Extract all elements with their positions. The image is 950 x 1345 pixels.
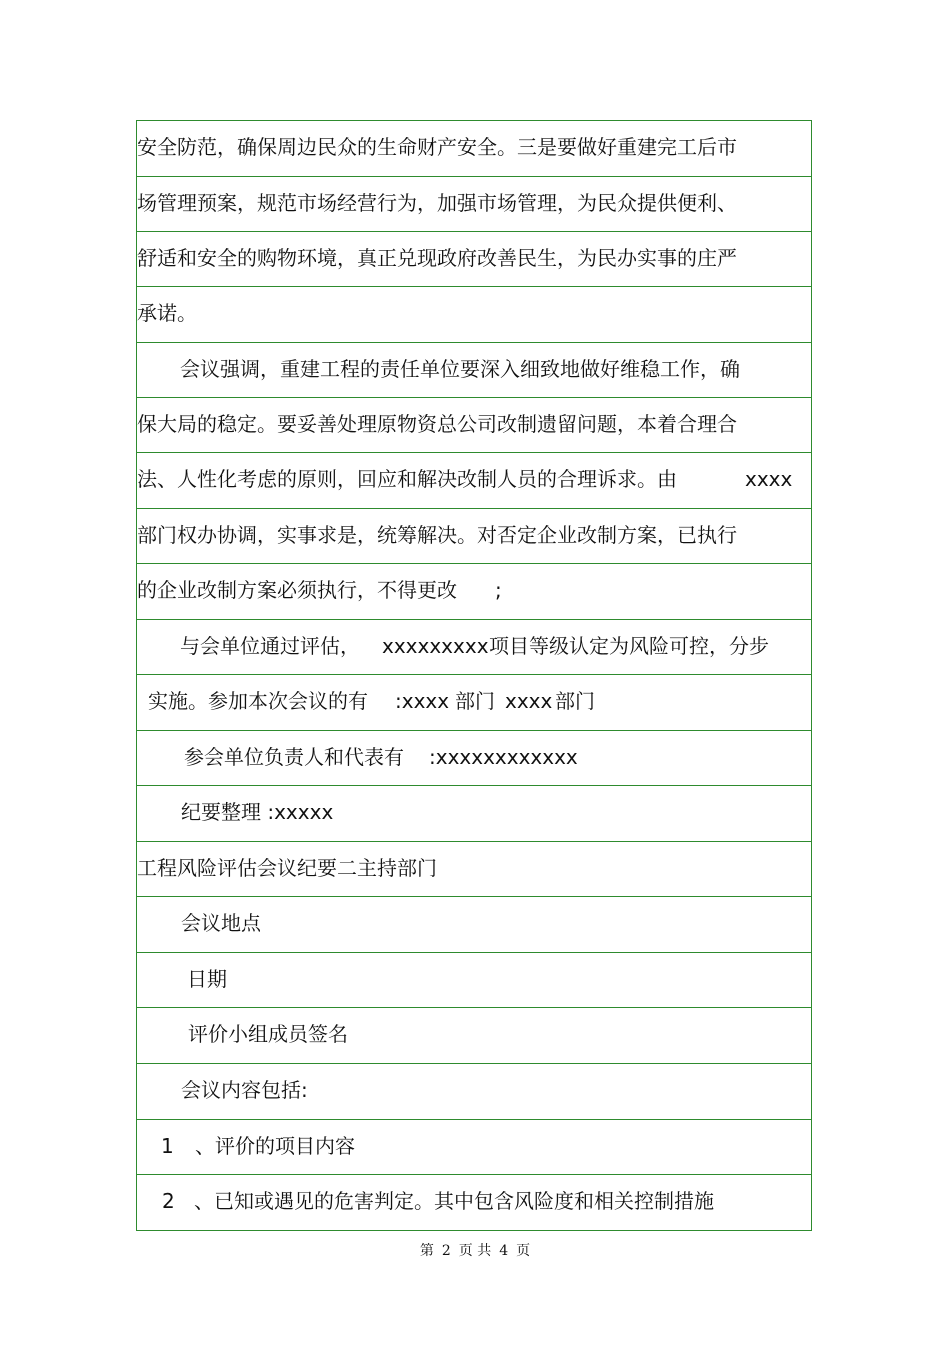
line-text: 会议地点: [181, 911, 261, 935]
placeholder-text: xxxx: [745, 467, 793, 491]
line-text: 实施。参加本次会议的有: [148, 689, 368, 713]
text-line: [137, 508, 811, 563]
text-line: [137, 1174, 811, 1229]
page-footer: [0, 1240, 950, 1260]
attendee-value: :xxxx: [395, 689, 450, 713]
attendee-value: xxxx: [505, 689, 553, 713]
text-line: [137, 1007, 811, 1062]
line-text: 日期: [187, 967, 227, 991]
text-line: [137, 397, 811, 452]
text-line: [137, 1063, 811, 1118]
line-text: 安全防范，确保周边民众的生命财产安全。三是要做好重建完工后市: [137, 135, 737, 159]
footer-suffix: 页: [516, 1243, 531, 1259]
text-line: [137, 896, 811, 951]
line-text: 、评价的项目内容: [195, 1134, 355, 1158]
footer-middle: 页 共: [458, 1243, 492, 1259]
document-text-grid: [136, 120, 812, 1231]
line-text: 会议内容包括:: [181, 1078, 308, 1102]
text-line: [137, 342, 811, 397]
text-line: [137, 231, 811, 286]
text-line: [137, 286, 811, 341]
footer-prefix: 第: [419, 1243, 434, 1259]
line-text: 场管理预案，规范市场经营行为，加强市场管理，为民众提供便利、: [137, 191, 737, 215]
line-text: 的企业改制方案必须执行，不得更改: [137, 578, 457, 602]
line-text: 纪要整理 :xxxxx: [181, 800, 334, 824]
line-text: 舒适和安全的购物环境，真正兑现政府改善民生，为民办实事的庄严: [137, 246, 737, 270]
dept-label: 部门: [555, 689, 595, 713]
line-text: 与会单位通过评估，: [180, 634, 360, 658]
line-text: 法、人性化考虑的原则，回应和解决改制人员的合理诉求。由: [137, 467, 677, 491]
text-line: [137, 785, 811, 840]
text-line: [137, 674, 811, 729]
text-line: [137, 452, 811, 507]
text-line: [137, 176, 811, 231]
text-line: [137, 563, 811, 618]
text-line: [137, 1119, 811, 1174]
line-text: 工程风险评估会议纪要二主持部门: [137, 856, 437, 880]
semicolon-text: ;: [495, 578, 502, 602]
project-code: xxxxxxxxx: [382, 634, 489, 658]
text-line: [137, 121, 811, 176]
text-line: [137, 730, 811, 785]
line-text: 参会单位负责人和代表有: [184, 745, 404, 769]
line-text: 评价小组成员签名: [188, 1022, 348, 1046]
line-text: 保大局的稳定。要妥善处理原物资总公司改制遗留问题，本着合理合: [137, 412, 737, 436]
line-text: 项目等级认定为风险可控，分步: [489, 634, 769, 658]
line-text: 会议强调，重建工程的责任单位要深入细致地做好维稳工作，确: [180, 357, 740, 381]
line-text: 、已知或遇见的危害判定。其中包含风险度和相关控制措施: [194, 1189, 714, 1213]
total-pages: 4: [499, 1243, 509, 1259]
representative-value: :xxxxxxxxxxxx: [429, 745, 578, 769]
list-number: 2: [162, 1189, 175, 1213]
text-line: [137, 841, 811, 896]
dept-label: 部门: [455, 689, 495, 713]
text-line: [137, 619, 811, 674]
line-text: 部门权办协调，实事求是，统筹解决。对否定企业改制方案，已执行: [137, 523, 737, 547]
line-text: 承诺。: [137, 301, 197, 325]
page-number: 2: [441, 1243, 451, 1259]
text-line: [137, 952, 811, 1007]
list-number: 1: [161, 1134, 174, 1158]
